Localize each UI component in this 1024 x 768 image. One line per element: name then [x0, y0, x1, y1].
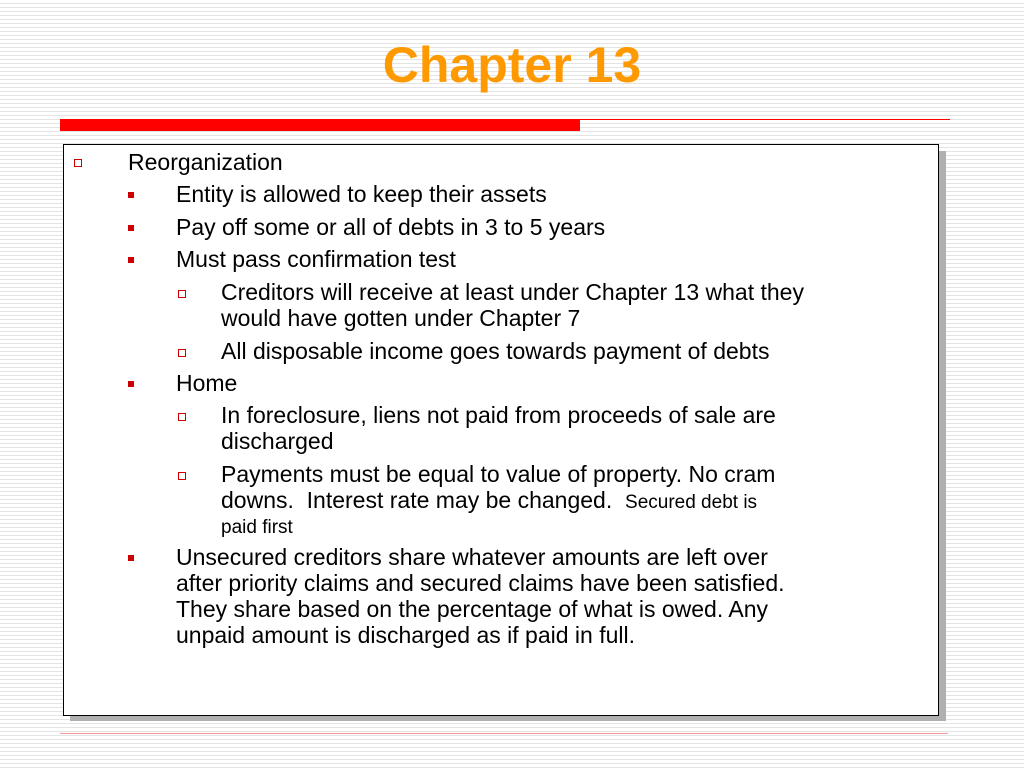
bullet-foreclosure-line-1: In foreclosure, liens not paid from proceeds of sale are [221, 402, 776, 428]
bullet-creditors-receive-line-1: Creditors will receive at least under Chapter 13 what they [221, 279, 804, 305]
bullet-solid-icon [128, 555, 134, 561]
bullet-pay-off-debts: Pay off some or all of debts in 3 to 5 years [176, 214, 606, 240]
bullet-unsecured-creditors-line-2: after priority claims and secured claims have been satisfied. [176, 570, 785, 596]
bullet-unsecured-creditors-line-3: They share based on the percentage of what is owed. Any [176, 596, 768, 622]
bullet-foreclosure-line-2: discharged [221, 428, 334, 454]
bullet-payments-equal-line-2 [221, 487, 775, 516]
bullet-foreclosure [221, 402, 776, 454]
bullet-payments-equal-line-2b: Secured debt is [625, 492, 758, 513]
bullet-solid-icon [128, 225, 134, 231]
bullet-reorganization: Reorganization [128, 149, 283, 175]
bullet-hollow-icon [178, 349, 186, 357]
bullet-unsecured-creditors [176, 544, 785, 648]
bullet-unsecured-creditors-line-1: Unsecured creditors share whatever amounts are left over [176, 544, 768, 570]
slide-title: Chapter 13 [382, 37, 642, 93]
bullet-home: Home [176, 370, 238, 396]
bullet-payments-equal-line-3: paid first [221, 517, 293, 538]
bullet-hollow-icon [178, 413, 186, 421]
bullet-hollow-icon [74, 159, 82, 167]
bullet-solid-icon [128, 192, 134, 198]
bullet-unsecured-creditors-line-4: unpaid amount is discharged as if paid in full. [176, 622, 636, 648]
bullet-keep-assets: Entity is allowed to keep their assets [176, 181, 547, 207]
bullet-payments-equal-line-2a: downs. Interest rate may be changed. [221, 487, 626, 513]
bullet-payments-equal-line-1: Payments must be equal to value of property. No cram [221, 461, 776, 487]
bullet-payments-equal [221, 461, 775, 540]
bullet-hollow-icon [178, 290, 186, 298]
title-underline-thick [60, 119, 580, 131]
bullet-solid-icon [128, 257, 134, 263]
bullet-solid-icon [128, 381, 134, 387]
bullet-hollow-icon [178, 472, 186, 480]
bullet-creditors-receive-line-2: would have gotten under Chapter 7 [221, 305, 581, 331]
bullet-confirmation-test: Must pass confirmation test [176, 246, 456, 272]
title-underline-thin [580, 119, 950, 120]
footer-rule [60, 733, 948, 734]
bullet-creditors-receive [221, 279, 804, 331]
bullet-disposable-income: All disposable income goes towards payment of debts [221, 338, 770, 364]
